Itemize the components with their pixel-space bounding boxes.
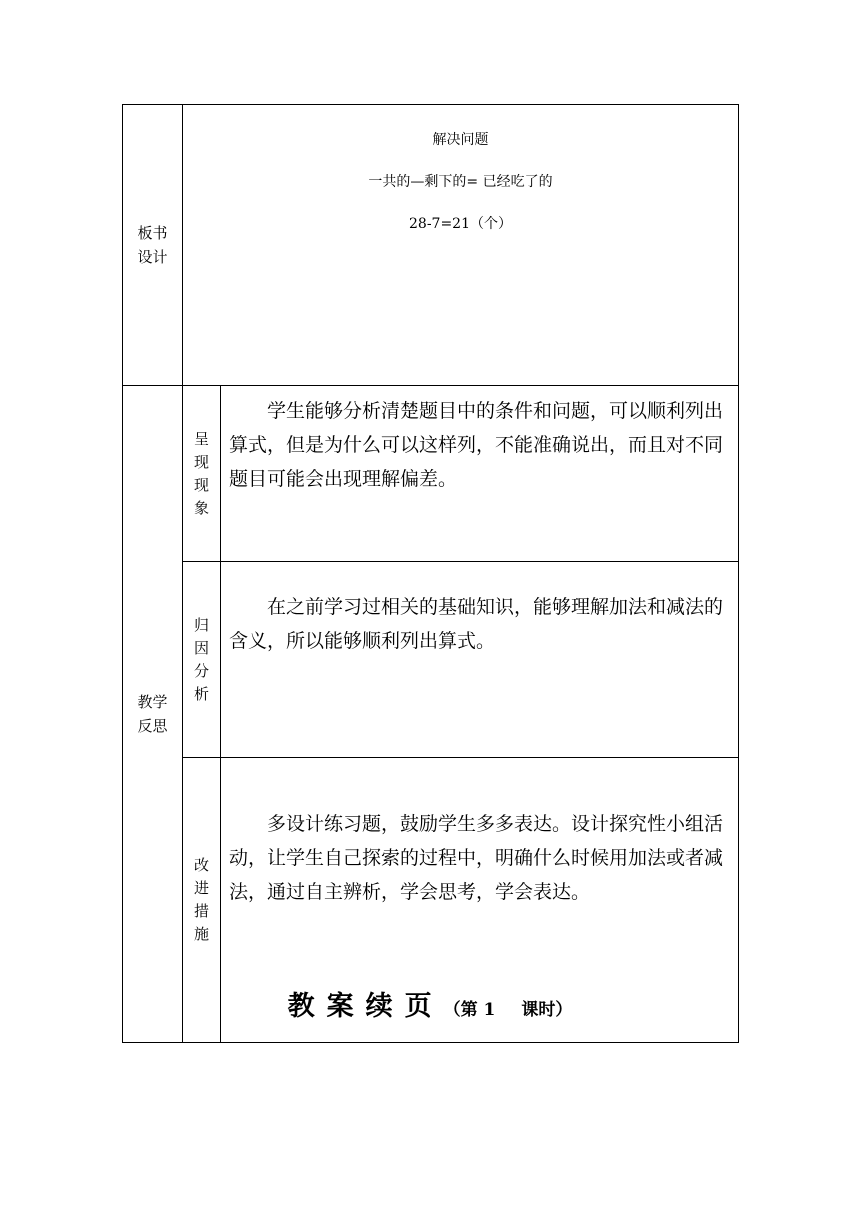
measures-label-char: 进	[193, 879, 209, 897]
phenomenon-label-char: 呈	[193, 429, 209, 448]
board-title: 解决问题	[432, 132, 489, 148]
analysis-label-char: 因	[193, 638, 209, 657]
reflection-row-phenomenon	[123, 386, 739, 562]
phenomenon-label-char: 现	[193, 452, 209, 471]
board-design-label-line1: 板书	[137, 224, 168, 242]
board-design-content	[183, 105, 739, 386]
board-relation: 一共的—剩下的= 已经吃了的	[368, 174, 553, 190]
measures-text: 多设计练习题，鼓励学生多多表达。设计探究性小组活动，让学生自己探索的过程中，明确什么时候用加法或者减法，通过自主辨析，学会思考，学会表达。	[221, 758, 739, 1043]
analysis-label	[183, 562, 221, 758]
measures-label-char: 施	[193, 925, 209, 943]
teaching-reflection-label-line1: 教学	[137, 693, 168, 711]
reflection-row-analysis	[123, 562, 739, 758]
phenomenon-label-char: 象	[193, 498, 209, 517]
analysis-label-char: 归	[193, 615, 209, 634]
analysis-label-char: 分	[193, 661, 209, 680]
teaching-reflection-label	[123, 386, 183, 1043]
teaching-reflection-label-line2: 反思	[137, 717, 168, 735]
analysis-label-char: 析	[193, 684, 209, 703]
measures-label-char: 措	[193, 902, 209, 920]
board-design-label	[123, 105, 183, 386]
lesson-number-open: （第 1	[443, 1000, 496, 1020]
lesson-number-close: 课时）	[521, 1000, 573, 1020]
board-equation: 28-7=21（个）	[409, 216, 512, 232]
continuation-title-main: 教案续页	[287, 991, 444, 1022]
board-design-label-line2: 设计	[137, 248, 168, 266]
board-design-row	[123, 105, 739, 386]
phenomenon-label	[183, 386, 221, 562]
measures-label-char: 改	[193, 856, 209, 874]
lesson-plan-table	[122, 104, 739, 1043]
analysis-text: 在之前学习过相关的基础知识，能够理解加法和减法的含义，所以能够顺利列出算式。	[221, 562, 739, 758]
continuation-page-title	[0, 984, 860, 1023]
phenomenon-text: 学生能够分析清楚题目中的条件和问题，可以顺利列出算式，但是为什么可以这样列，不能准确说出，而且对不同题目可能会出现理解偏差。	[221, 386, 739, 562]
phenomenon-label-char: 现	[193, 475, 209, 494]
